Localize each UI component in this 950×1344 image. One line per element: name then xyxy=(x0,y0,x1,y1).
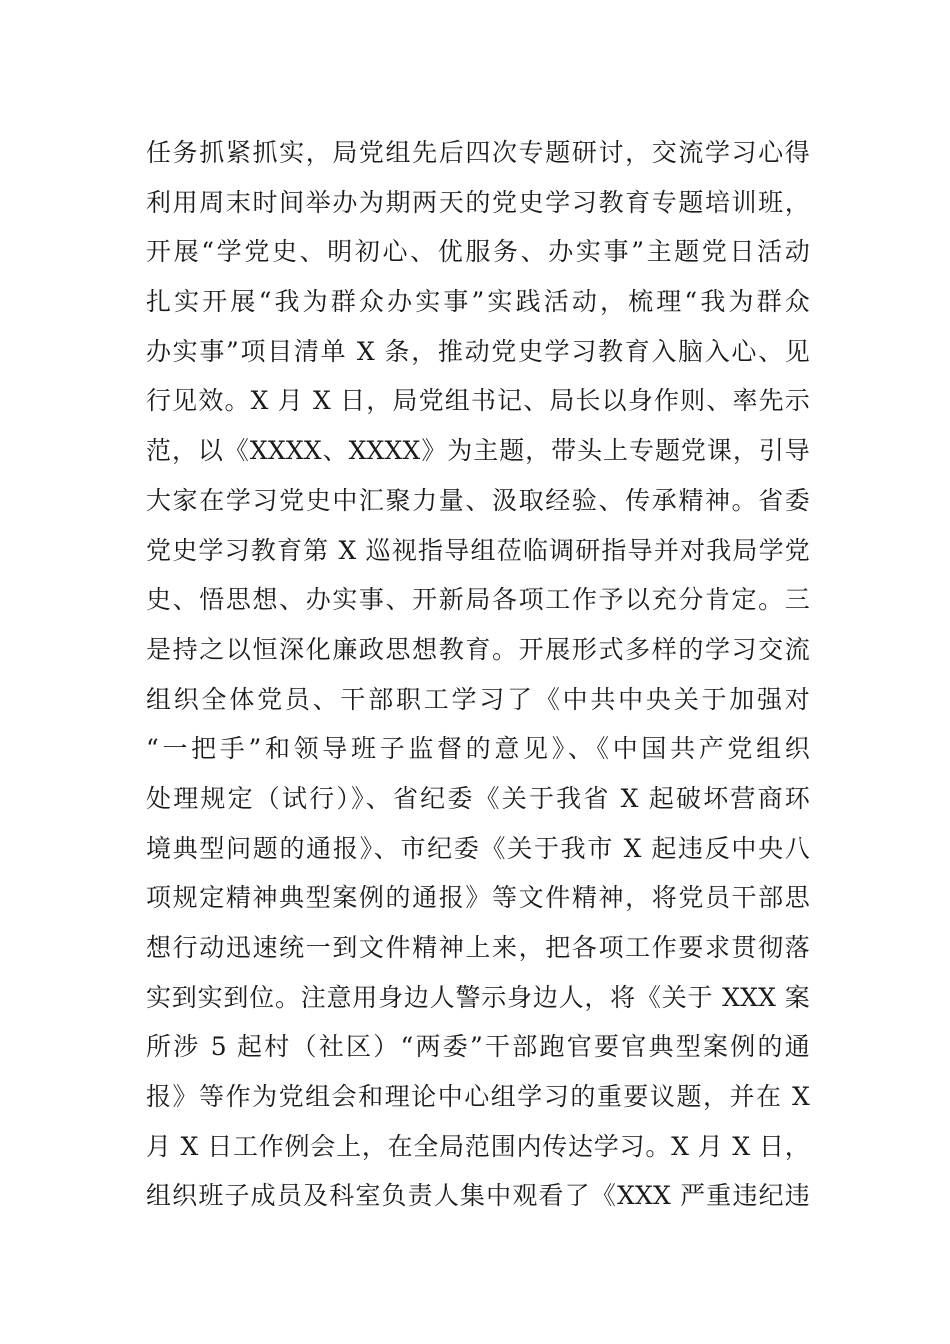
text-line-20: 报》等作为党组会和理论中心组学习的重要议题，并在 X xyxy=(146,1082,810,1112)
text-line-10: 史、悟思想、办实事、开新局各项工作予以充分肯定。三 xyxy=(146,585,810,615)
text-line-5: 办实事”项目清单 X 条，推动党史学习教育入脑入心、见 xyxy=(146,336,810,366)
text-line-3: 开展“学党史、明初心、优服务、办实事”主题党日活动 xyxy=(146,237,810,267)
text-line-6: 行见效。X 月 X 日，局党组书记、局长以身作则、率先示 xyxy=(146,386,810,416)
text-line-4: 扎实开展“我为群众办实事”实践活动，梳理“我为群众 xyxy=(146,287,810,317)
text-line-9: 党史学习教育第 X 巡视指导组莅临调研指导并对我局学党 xyxy=(146,535,810,565)
text-line-7: 范，以《XXXX、XXXX》为主题，带头上专题党课，引导 xyxy=(146,436,810,466)
text-line-21: 月 X 日工作例会上，在全局范围内传达学习。X 月 X 日， xyxy=(146,1131,810,1161)
text-line-12: 组织全体党员、干部职工学习了《中共中央关于加强对 xyxy=(146,684,810,714)
text-line-8: 大家在学习党史中汇聚力量、汲取经验、传承精神。省委 xyxy=(146,485,810,515)
text-line-14: 处理规定（试行）》、省纪委《关于我省 X 起破坏营商环 xyxy=(146,783,810,813)
text-line-13: “一把手”和领导班子监督的意见》、《中国共产党组织 xyxy=(146,734,810,764)
text-line-1: 任务抓紧抓实，局党组先后四次专题研讨，交流学习心得 xyxy=(146,138,810,167)
text-line-22: 组织班子成员及科室负责人集中观看了《XXX 严重违纪违 xyxy=(146,1181,810,1211)
text-line-15: 境典型问题的通报》、市纪委《关于我市 X 起违反中央八 xyxy=(146,833,810,863)
text-line-19: 所涉 5 起村（社区）“两委”干部跑官要官典型案例的通 xyxy=(146,1032,810,1062)
text-line-18: 实到实到位。注意用身边人警示身边人，将《关于 XXX 案 xyxy=(146,982,810,1012)
text-line-17: 想行动迅速统一到文件精神上来，把各项工作要求贯彻落 xyxy=(146,933,810,962)
text-line-2: 利用周末时间举办为期两天的党史学习教育专题培训班， xyxy=(146,187,810,217)
text-line-16: 项规定精神典型案例的通报》等文件精神，将党员干部思 xyxy=(146,883,810,913)
text-line-11: 是持之以恒深化廉政思想教育。开展形式多样的学习交流 xyxy=(146,634,810,664)
body-text xyxy=(146,128,810,1221)
